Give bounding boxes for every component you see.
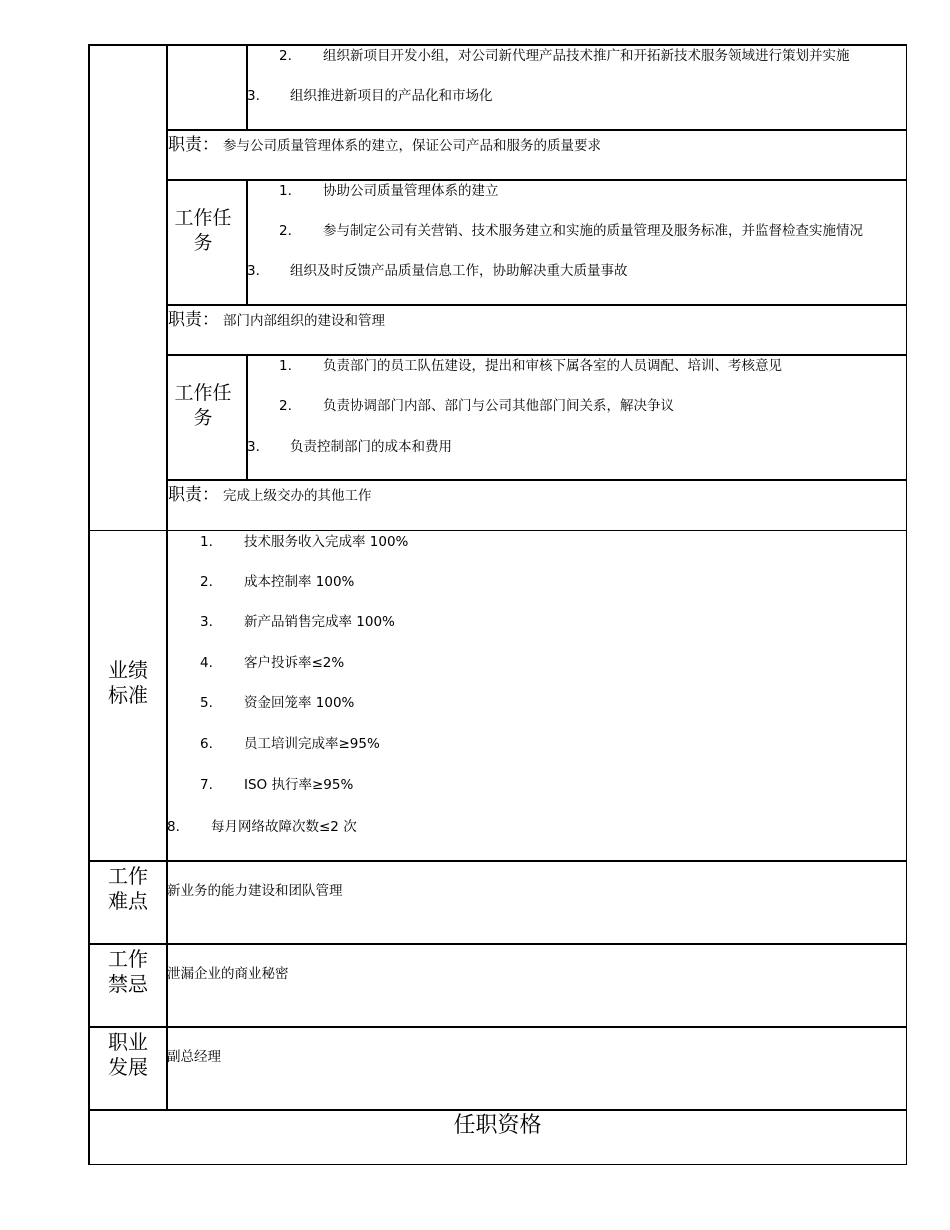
task-text: 协助公司质量管理体系的建立 bbox=[323, 183, 499, 199]
performance-number: 2. bbox=[200, 574, 213, 590]
row-divider bbox=[88, 943, 907, 945]
performance-number: 4. bbox=[200, 655, 213, 671]
duty-label: 职责： bbox=[168, 485, 219, 505]
taboo-label: 工作禁忌 bbox=[108, 947, 148, 996]
task-text: 参与制定公司有关营销、技术服务建立和实施的质量管理及服务标准，并监督检查实施情况 bbox=[323, 223, 863, 239]
duty-label: 职责： bbox=[168, 135, 219, 155]
task-label: 工作任务 bbox=[174, 382, 232, 429]
performance-text: ISO 执行率≥95% bbox=[244, 777, 354, 793]
row-divider bbox=[166, 304, 907, 306]
duty-text: 参与公司质量管理体系的建立，保证公司产品和服务的质量要求 bbox=[223, 138, 601, 154]
task-number: 2. bbox=[279, 223, 292, 239]
row-divider bbox=[166, 354, 907, 356]
table-right-border bbox=[906, 44, 908, 1165]
row-divider bbox=[166, 179, 907, 181]
duty-label: 职责： bbox=[168, 310, 219, 330]
performance-text: 资金回笼率 100% bbox=[244, 695, 355, 711]
task-number: 1. bbox=[279, 358, 292, 374]
performance-number: 5. bbox=[200, 695, 213, 711]
performance-text: 成本控制率 100% bbox=[244, 574, 355, 590]
task-text: 组织及时反馈产品质量信息工作，协助解决重大质量事故 bbox=[290, 263, 628, 279]
row-divider bbox=[88, 860, 907, 862]
task-number: 3. bbox=[247, 263, 260, 279]
career-label: 职业发展 bbox=[108, 1030, 148, 1079]
performance-text: 新产品销售完成率 100% bbox=[244, 614, 395, 630]
task-number: 3. bbox=[247, 439, 260, 455]
row-divider bbox=[166, 129, 907, 131]
qualification-title: 任职资格 bbox=[453, 1113, 542, 1138]
row-divider bbox=[166, 479, 907, 481]
performance-text: 每月网络故障次数≤2 次 bbox=[211, 819, 357, 835]
difficulty-text: 新业务的能力建设和团队管理 bbox=[167, 883, 343, 899]
performance-text: 员工培训完成率≥95% bbox=[244, 736, 380, 752]
performance-number: 1. bbox=[200, 534, 213, 550]
taboo-text: 泄漏企业的商业秘密 bbox=[167, 966, 289, 982]
task-text: 负责部门的员工队伍建设，提出和审核下属各室的人员调配、培训、考核意见 bbox=[323, 358, 782, 374]
performance-label: 业绩标准 bbox=[108, 658, 148, 707]
task-number: 2. bbox=[279, 398, 292, 414]
duty-text: 完成上级交办的其他工作 bbox=[223, 488, 372, 504]
table-top-border bbox=[88, 44, 907, 46]
table-left-border bbox=[88, 44, 90, 1165]
performance-number: 3. bbox=[200, 614, 213, 630]
duty-text: 部门内部组织的建设和管理 bbox=[223, 313, 385, 329]
task-text: 负责控制部门的成本和费用 bbox=[290, 439, 452, 455]
row-divider bbox=[88, 1109, 907, 1111]
task-text: 组织推进新项目的产品化和市场化 bbox=[290, 88, 493, 104]
performance-text: 技术服务收入完成率 100% bbox=[244, 534, 409, 550]
task-label: 工作任务 bbox=[174, 207, 232, 254]
task-number: 2. bbox=[279, 48, 292, 64]
performance-number: 6. bbox=[200, 736, 213, 752]
row-divider bbox=[88, 1026, 907, 1028]
performance-number: 7. bbox=[200, 777, 213, 793]
performance-text: 客户投诉率≤2% bbox=[244, 655, 345, 671]
task-text: 负责协调部门内部、部门与公司其他部门间关系，解决争议 bbox=[323, 398, 674, 414]
task-number: 1. bbox=[279, 183, 292, 199]
performance-number: 8. bbox=[167, 819, 180, 835]
task-number: 3. bbox=[247, 88, 260, 104]
difficulty-label: 工作难点 bbox=[108, 864, 148, 913]
task-column-divider-3 bbox=[246, 355, 248, 480]
task-text: 组织新项目开发小组，对公司新代理产品技术推广和开拓新技术服务领域进行策划并实施 bbox=[323, 48, 850, 64]
task-column-divider-2 bbox=[246, 180, 248, 305]
label-column-divider bbox=[166, 44, 168, 1110]
table-bottom-border bbox=[88, 1164, 907, 1166]
row-divider bbox=[88, 530, 907, 532]
career-text: 副总经理 bbox=[167, 1049, 221, 1065]
